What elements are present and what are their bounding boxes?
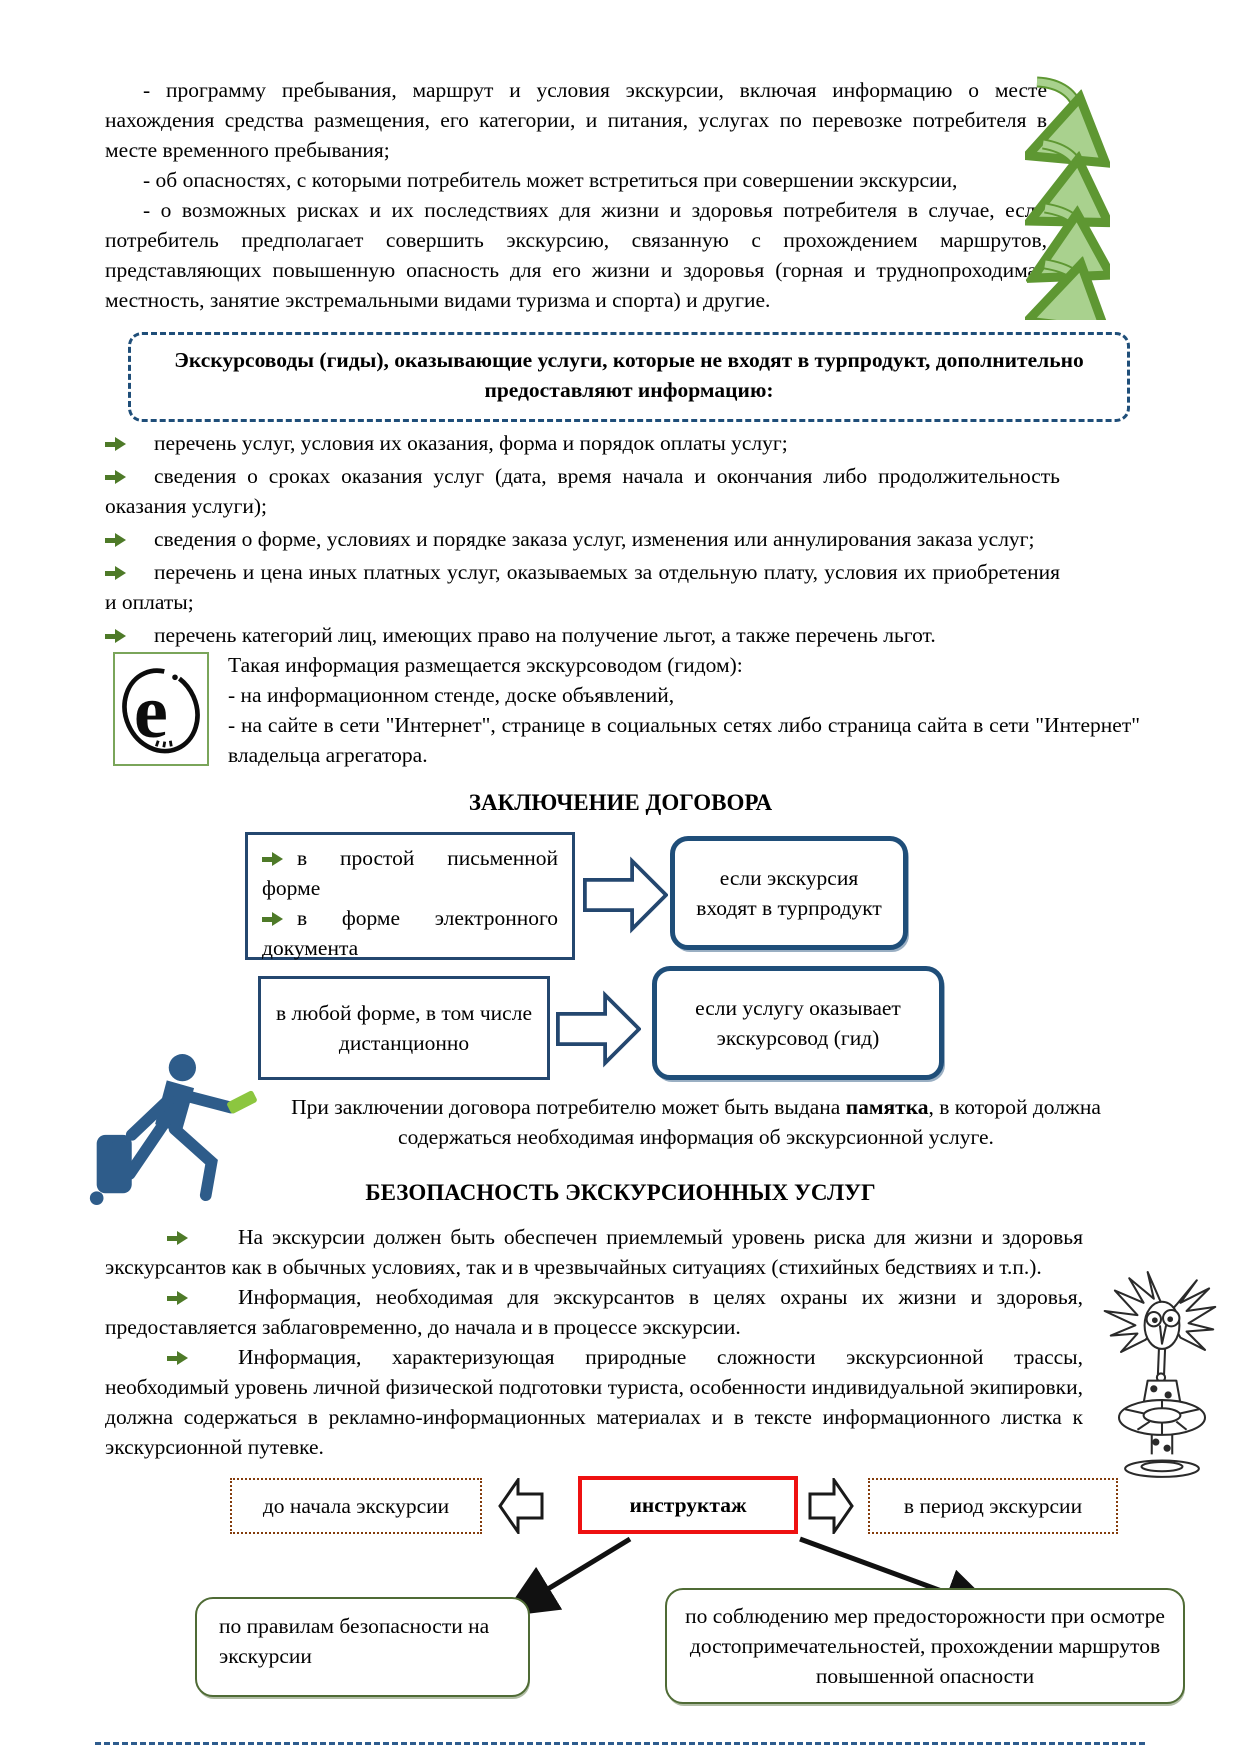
briefing-before-box: до начала экскурсии [230, 1478, 482, 1534]
guides-info-box [128, 332, 1130, 422]
arrow-bullet-icon [105, 533, 126, 547]
briefing-during-box: в период экскурсии [868, 1478, 1118, 1534]
contract-form-box [245, 832, 575, 960]
safety-paragraph: Информация, характеризующая природные сложности экскурсионной трассы, необходимый уровень личной физической подготовки туриста, особенности индивидуальной экипировки, должна содержаться в рекламно-информационных материалах и в тексте информационного листка к экскурсионной путевке. [105, 1345, 1083, 1459]
guides-info-list [105, 428, 1060, 653]
arrow-bullet-icon [167, 1291, 188, 1305]
internet-e-logo-icon [119, 658, 203, 760]
note-line: Такая информация размещается экскурсоводом (гидом): [228, 653, 743, 677]
svg-text:e: e [133, 669, 168, 754]
arrow-bullet-icon [105, 629, 126, 643]
arrow-bullet-icon [105, 566, 126, 580]
arrow-bullet-icon [105, 470, 126, 484]
intro-paragraph: - о возможных рисках и их последствиях для жизни и здоровья потребителя в случае, если потребитель предполагает совершить экскурсию, связанную с прохождением маршрутов, представляющих повышенную опасность для его жизни и здоровья (горная и труднопроходимая местность, занятие экстремальными видами туризма и спорта) и другие. [105, 198, 1047, 312]
contract-condition-box: если услугу оказывает экскурсовод (гид) [652, 966, 944, 1080]
internet-note [228, 650, 1140, 770]
intro-paragraph: - об опасностях, с которыми потребитель может встретиться при совершении экскурсии, [143, 168, 958, 192]
block-arrow-right-icon [556, 987, 641, 1071]
safety-paragraph: Информация, необходимая для экскурсантов в целях охраны их жизни и здоровья, предоставляется заблаговременно, до начала и в процессе экскурсии. [105, 1285, 1083, 1339]
arrow-bullet-icon [105, 437, 126, 451]
internet-icon [113, 652, 209, 766]
swimmer-cartoon [1088, 1268, 1236, 1483]
page-bottom-dashed-line [95, 1742, 1145, 1745]
arrow-bullet-icon [167, 1351, 188, 1365]
block-arrow-left-icon [498, 1478, 544, 1534]
intro-paragraphs [105, 75, 1047, 315]
briefing-title-box: инструктаж [578, 1476, 798, 1534]
list-item: в форме электронного документа [262, 906, 558, 960]
arrow-bullet-icon [167, 1231, 188, 1245]
memo-paragraph: При заключении договора потребителю может быть выдана памятка, в которой должна содержаться необходимая информация об экскурсионной услуге. [291, 1095, 1101, 1149]
list-item: перечень услуг, условия их оказания, форма и порядок оплаты услуг; [105, 428, 1060, 458]
briefing-precautions-box: по соблюдению мер предосторожности при осмотре достопримечательностей, прохождении маршрутов повышенной опасности [665, 1588, 1185, 1704]
safety-heading: БЕЗОПАСНОСТЬ ЭКСКУРСИОННЫХ УСЛУГ [365, 1180, 876, 1205]
block-arrow-right-icon [583, 853, 668, 937]
note-line: - на информационном стенде, доске объявлений, [228, 683, 675, 707]
intro-paragraph: - программу пребывания, маршрут и условия экскурсии, включая информацию о месте нахождения средства размещения, его категории, и питания, услугах по перевозке потребителя в месте временного пребывания; [105, 78, 1047, 162]
list-item: перечень категорий лиц, имеющих право на получение льгот, а также перечень льгот. [105, 620, 1060, 650]
contract-form-box: в любой форме, в том числе дистанционно [258, 976, 550, 1080]
contract-heading: ЗАКЛЮЧЕНИЕ ДОГОВОРА [468, 790, 773, 815]
contract-condition-box: если экскурсия входят в турпродукт [670, 836, 908, 950]
list-item: в простой письменной форме [262, 846, 558, 900]
memo-bold-word: памятка [845, 1095, 929, 1119]
list-item: сведения о сроках оказания услуг (дата, время начала и окончания либо продолжительность оказания услуги); [105, 464, 1060, 518]
safety-paragraph: На экскурсии должен быть обеспечен приемлемый уровень риска для жизни и здоровья экскурсантов как в обычных условиях, так и в чрезвычайных ситуациях (стихийных бедствиях и т.п.). [105, 1225, 1083, 1279]
guides-info-box-title: Экскурсоводы (гиды), оказывающие услуги, которые не входят в турпродукт, дополнительно предоставляют информацию: [174, 348, 1084, 402]
arrow-bullet-icon [262, 852, 283, 866]
arrow-bullet-icon [262, 912, 283, 926]
briefing-rules-box: по правилам безопасности на экскурсии [195, 1597, 530, 1697]
safety-paragraphs [105, 1222, 1083, 1462]
block-arrow-right-icon [808, 1478, 854, 1534]
list-item: перечень и цена иных платных услуг, оказываемых за отдельную плату, условия их приобретения и оплаты; [105, 560, 1060, 614]
list-item: сведения о форме, условиях и порядке заказа услуг, изменения или аннулирования заказа услуг; [105, 524, 1060, 554]
note-line: - на сайте в сети "Интернет", странице в социальных сетях либо страница сайта в сети "Интернет" владельца агрегатора. [228, 713, 1140, 767]
curved-arrows-icon [1025, 70, 1110, 320]
